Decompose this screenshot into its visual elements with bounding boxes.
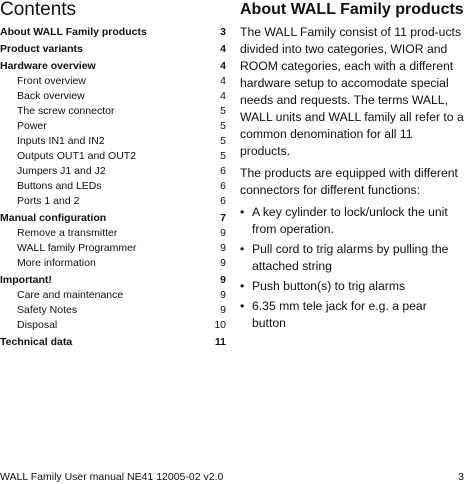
- toc-entry-label: Care and maintenance: [17, 289, 124, 301]
- toc-entry-label: Power: [17, 120, 47, 132]
- list-item-text: Push button(s) to trig alarms: [252, 279, 406, 293]
- toc-entry-page: 5: [220, 135, 226, 147]
- toc-entry-label: Manual configuration: [0, 212, 107, 224]
- toc-entry-label: Outputs OUT1 and OUT2: [17, 150, 137, 162]
- toc-entry[interactable]: [0, 134, 228, 149]
- toc-entry-page: 10: [214, 319, 226, 331]
- toc-entry-page: 6: [220, 165, 226, 177]
- toc-entry-page: 9: [220, 227, 226, 239]
- toc-entry-label: Safety Notes: [17, 304, 78, 316]
- toc-entry-label: About WALL Family products: [0, 26, 147, 38]
- toc-entry-page: 4: [220, 43, 226, 55]
- contents-heading: Contents: [0, 0, 77, 20]
- toc-entry[interactable]: [0, 241, 228, 256]
- toc-entry[interactable]: [0, 42, 228, 57]
- toc-entry-label: Inputs IN1 and IN2: [17, 135, 105, 147]
- toc-entry[interactable]: [0, 119, 228, 134]
- list-item: [240, 204, 464, 238]
- toc-entry-page: 11: [214, 336, 226, 348]
- toc-entry[interactable]: [0, 288, 228, 303]
- toc-entry[interactable]: [0, 335, 228, 350]
- toc-entry-label: Product variants: [0, 43, 83, 55]
- toc-entry-page: 3: [220, 26, 226, 38]
- toc-entry-page: 6: [220, 195, 226, 207]
- toc-entry-page: 6: [220, 180, 226, 192]
- toc-entry[interactable]: [0, 273, 228, 288]
- bullet-icon: •: [240, 299, 245, 313]
- toc-entry[interactable]: [0, 318, 228, 333]
- toc-entry[interactable]: [0, 89, 228, 104]
- bullet-icon: •: [240, 279, 245, 293]
- toc-entry-page: 7: [220, 212, 226, 224]
- table-of-contents: [0, 0, 228, 350]
- list-item-text: Pull cord to trig alarms by pulling the attached string: [252, 242, 449, 273]
- toc-entry-page: 5: [220, 120, 226, 132]
- toc-entry[interactable]: [0, 74, 228, 89]
- toc-entry-label: Disposal: [17, 319, 58, 331]
- toc-entry-label: Front overview: [17, 75, 86, 87]
- toc-entry[interactable]: [0, 149, 228, 164]
- toc-entry-label: Ports 1 and 2: [17, 195, 80, 207]
- toc-entry-label: WALL family Programmer: [17, 242, 137, 254]
- toc-entry[interactable]: [0, 104, 228, 119]
- toc-list: [0, 25, 228, 350]
- toc-entry-page: 4: [220, 75, 226, 87]
- toc-entry-page: 9: [220, 304, 226, 316]
- toc-entry[interactable]: [0, 179, 228, 194]
- toc-entry[interactable]: [0, 194, 228, 209]
- toc-entry[interactable]: [0, 256, 228, 271]
- bullet-icon: •: [240, 242, 245, 256]
- connector-list: [240, 204, 464, 332]
- toc-entry[interactable]: [0, 226, 228, 241]
- toc-entry-label: Buttons and LEDs: [17, 180, 102, 192]
- toc-entry-page: 9: [220, 274, 226, 286]
- toc-entry[interactable]: [0, 25, 228, 40]
- connectors-paragraph: The products are equipped with different connectors for different functions:: [240, 166, 458, 197]
- toc-entry-page: 4: [220, 60, 226, 72]
- page-footer: [0, 470, 466, 484]
- bullet-icon: •: [240, 205, 245, 219]
- toc-entry[interactable]: [0, 59, 228, 74]
- toc-entry-page: 5: [220, 105, 226, 117]
- main-section: [240, 0, 464, 335]
- toc-entry-page: 9: [220, 242, 226, 254]
- list-item: [240, 278, 464, 295]
- toc-entry-page: 4: [220, 90, 226, 102]
- toc-entry-label: More information: [17, 257, 96, 269]
- list-item-text: 6.35 mm tele jack for e.g. a pear button: [252, 299, 427, 330]
- toc-entry-page: 9: [220, 257, 226, 269]
- list-item: [240, 298, 464, 332]
- toc-entry-page: 9: [220, 289, 226, 301]
- toc-entry-label: Hardware overview: [0, 60, 96, 72]
- section-title: About WALL Family products: [240, 1, 464, 18]
- toc-entry-label: Jumpers J1 and J2: [17, 165, 106, 177]
- footer-page-number: 3: [458, 471, 464, 483]
- toc-entry-page: 5: [220, 150, 226, 162]
- list-item: [240, 241, 464, 275]
- toc-entry[interactable]: [0, 211, 228, 226]
- toc-entry-label: Remove a transmitter: [17, 227, 118, 239]
- toc-entry-label: Back overview: [17, 90, 85, 102]
- toc-entry-label: The screw connector: [17, 105, 115, 117]
- toc-entry-label: Important!: [0, 274, 52, 286]
- toc-entry[interactable]: [0, 303, 228, 318]
- list-item-text: A key cylinder to lock/unlock the unit from operation.: [252, 205, 448, 236]
- toc-entry[interactable]: [0, 164, 228, 179]
- intro-paragraph: The WALL Family consist of 11 prod-ucts divided into two categories, WIOR and ROOM categories, each with a different hardware setup to accomodate special needs and requests. The terms WALL, WALL units and WALL family all refer to a common denomination for all 11 products.: [240, 25, 464, 158]
- footer-document-title: WALL Family User manual NE41 12005-02 v2.0: [0, 471, 224, 483]
- toc-entry-label: Technical data: [0, 336, 73, 348]
